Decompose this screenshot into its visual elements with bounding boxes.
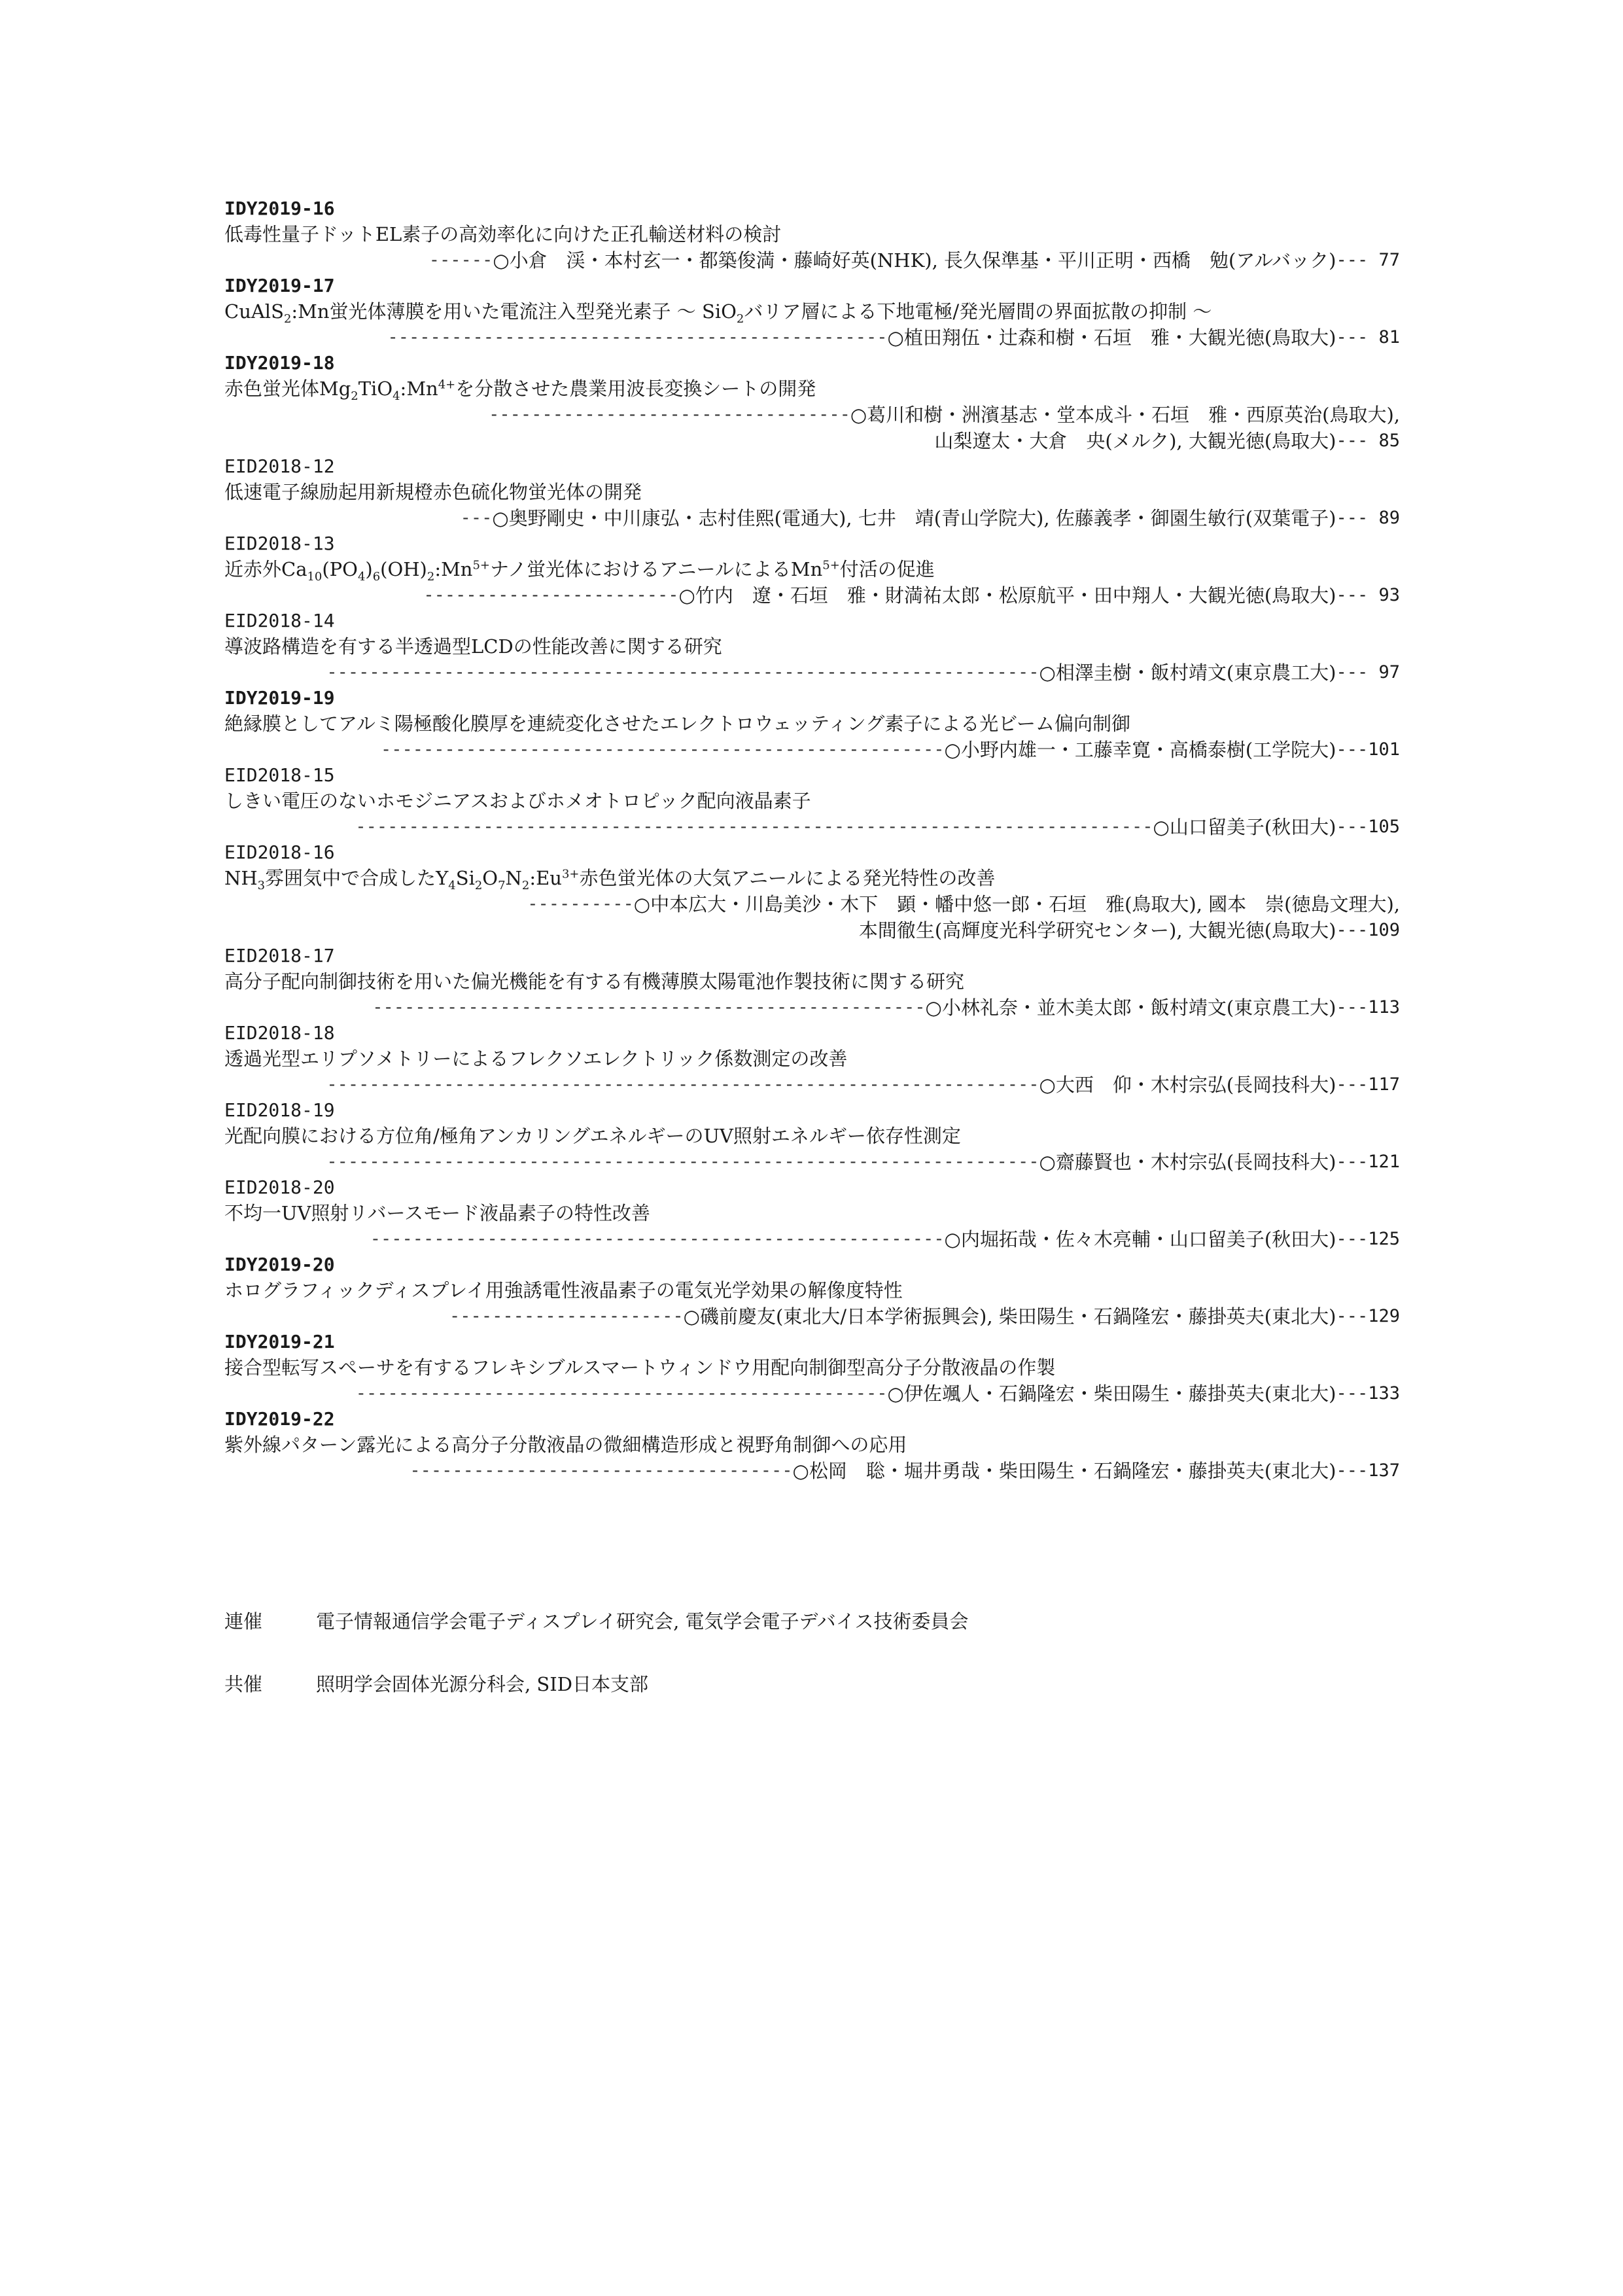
author-line — [224, 1072, 1400, 1098]
author-line — [224, 247, 1400, 274]
authors: 山梨遼太・大倉 央(メルク), 大観光徳(鳥取大) — [934, 430, 1336, 452]
paper-code: EID2018-20 — [224, 1176, 335, 1198]
page-number: ---109 — [1336, 920, 1400, 940]
leader-dashes: ---------------------- — [449, 1306, 684, 1326]
program-entry — [224, 686, 1400, 763]
program-entry — [224, 196, 1400, 274]
paper-title: 近赤外$Ca_{10}(PO_4)_6(OH)_2:Mn^{5+}$ナノ蛍光体におけるアニールによる$Mn^{5+}$付活の促進 — [224, 558, 935, 584]
author-line — [224, 891, 1400, 917]
paper-title: 導波路構造を有する半透過型LCDの性能改善に関する研究 — [224, 635, 722, 658]
author-line — [224, 814, 1400, 840]
author-line — [224, 582, 1400, 609]
program-entry — [224, 1021, 1400, 1098]
paper-code: IDY2019-21 — [224, 1331, 335, 1352]
leader-dashes: ------------------------------------------------------------------- — [326, 662, 1039, 682]
page-number: ---105 — [1336, 817, 1400, 837]
author-line — [224, 428, 1400, 454]
leader-dashes: ------------------------------------------------------------------- — [326, 1074, 1039, 1095]
page-number: ---113 — [1336, 997, 1400, 1017]
authors: ○小倉 渓・本村玄一・都築俊満・藤崎好英(NHK), 長久保準基・平川正明・西橋 勉(アルバック) — [493, 249, 1336, 272]
paper-code: EID2018-12 — [224, 455, 335, 477]
authors: ○小林礼奈・並木美太郎・飯村靖文(東京農工大) — [925, 997, 1336, 1019]
authors: ○竹内 遼・石垣 雅・財満祐太郎・松原航平・田中翔人・大観光徳(鳥取大) — [678, 584, 1336, 607]
program-entry — [224, 1407, 1400, 1484]
authors: ○齋藤賢也・木村宗弘(長岡技科大) — [1039, 1151, 1336, 1173]
author-line — [224, 1226, 1400, 1252]
authors: ○伊佐颯人・石鍋隆宏・柴田陽生・藤掛英夫(東北大) — [887, 1383, 1336, 1405]
program-entry — [224, 840, 1400, 944]
program-entry — [224, 454, 1400, 531]
program-entry — [224, 351, 1400, 454]
page-number: ---117 — [1336, 1074, 1400, 1095]
paper-title: 赤色蛍光体$Mg_2TiO_4:Mn^{4+}$を分散させた農業用波長変換シートの開発 — [224, 378, 816, 403]
leader-dashes: ------------------------------------------------------------------- — [326, 1152, 1039, 1172]
page-number: ---101 — [1336, 739, 1400, 760]
paper-title: 紫外線パターン露光による高分子分散液晶の微細構造形成と視野角制御への応用 — [224, 1434, 907, 1456]
author-line — [224, 1303, 1400, 1330]
paper-title: 低毒性量子ドットEL素子の高効率化に向けた正孔輸送材料の検討 — [224, 223, 782, 245]
page-number: ---137 — [1336, 1460, 1400, 1481]
author-line — [224, 917, 1400, 944]
paper-code: EID2018-19 — [224, 1099, 335, 1121]
paper-code: EID2018-15 — [224, 764, 335, 786]
co-sponsor-text: 照明学会固体光源分科会, SID日本支部 — [316, 1673, 649, 1695]
leader-dashes: ------ — [428, 250, 493, 270]
author-line — [224, 1458, 1400, 1484]
paper-title: $NH_3$雰囲気中で合成した$Y_4Si_2O_7N_2:Eu^{3+}$赤色蛍光体の大気アニールによる発光特性の改善 — [224, 867, 996, 892]
leader-dashes: --------------------------------------------------------------------------- — [355, 817, 1153, 837]
program-entry — [224, 531, 1400, 609]
paper-code: EID2018-16 — [224, 841, 335, 863]
authors: ○磯前慶友(東北大/日本学術振興会), 柴田陽生・石鍋隆宏・藤掛英夫(東北大) — [683, 1305, 1336, 1328]
page-number: --- 93 — [1336, 585, 1400, 605]
leader-dashes: -------------------------------------------------- — [355, 1383, 888, 1404]
authors: ○内堀拓哉・佐々木亮輔・山口留美子(秋田大) — [944, 1228, 1336, 1250]
page-number: ---133 — [1336, 1383, 1400, 1404]
program-entry — [224, 1098, 1400, 1175]
paper-code: IDY2019-16 — [224, 198, 335, 219]
program-entry — [224, 1175, 1400, 1252]
paper-title: ホログラフィックディスプレイ用強誘電性液晶素子の電気光学効果の解像度特性 — [224, 1279, 903, 1301]
authors: ○相澤圭樹・飯村靖文(東京農工大) — [1039, 662, 1336, 684]
author-line — [224, 660, 1400, 686]
program-entry — [224, 944, 1400, 1021]
authors: ○松岡 聡・堀井勇哉・柴田陽生・石鍋隆宏・藤掛英夫(東北大) — [792, 1460, 1336, 1482]
page-number: ---125 — [1336, 1229, 1400, 1249]
program-entry — [224, 274, 1400, 351]
leader-dashes: --- — [460, 508, 493, 528]
paper-title: 透過光型エリプソメトリーによるフレクソエレクトリック係数測定の改善 — [224, 1048, 848, 1070]
leader-dashes: ----------------------------------------------------- — [380, 739, 945, 760]
leader-dashes: ---------------------------------- — [489, 404, 850, 425]
paper-title: 低速電子線励起用新規橙赤色硫化物蛍光体の開発 — [224, 481, 642, 503]
page-number: --- 85 — [1336, 431, 1400, 451]
paper-title: CuAlS$_2$:Mn蛍光体薄膜を用いた電流注入型発光素子 〜 SiO$_2$バリア層による下地電極/発光層間の界面拡散の抑制 〜 — [224, 300, 1212, 326]
co-organizer-text: 電子情報通信学会電子ディスプレイ研究会, 電気学会電子デバイス技術委員会 — [316, 1610, 969, 1633]
authors: 本間徹生(高輝度光科学研究センター), 大観光徳(鳥取大) — [858, 919, 1336, 942]
leader-dashes: ---------------------------------------------------- — [372, 997, 926, 1017]
page-number: ---121 — [1336, 1152, 1400, 1172]
co-organizer-label: 連催 — [224, 1610, 263, 1633]
author-line — [224, 1381, 1400, 1407]
program-entry — [224, 1330, 1400, 1407]
authors: ○中本広大・川島美沙・木下 顕・幡中悠一郎・石垣 雅(鳥取大), 國本 崇(徳島文理大), — [633, 893, 1400, 915]
authors: ○葛川和樹・洲濱基志・堂本成斗・石垣 雅・西原英治(鳥取大), — [850, 404, 1400, 426]
paper-title: 高分子配向制御技術を用いた偏光機能を有する有機薄膜太陽電池作製技術に関する研究 — [224, 970, 965, 993]
authors: ○小野内雄一・工藤幸寛・高橋泰樹(工学院大) — [944, 739, 1336, 761]
co-sponsor-label: 共催 — [224, 1673, 263, 1695]
leader-dashes: ------------------------------------------------------ — [370, 1229, 945, 1249]
page-number: --- 89 — [1336, 508, 1400, 528]
paper-title: しきい電圧のないホモジニアスおよびホメオトロピック配向液晶素子 — [224, 790, 811, 812]
sponsor-section — [224, 1608, 1400, 1734]
co-sponsor-row — [224, 1671, 1400, 1697]
page-number: --- 77 — [1336, 250, 1400, 270]
program-entry — [224, 609, 1400, 686]
leader-dashes: ---------- — [527, 894, 634, 914]
paper-code: IDY2019-18 — [224, 352, 335, 374]
leader-dashes: ------------------------ — [423, 585, 679, 605]
authors: ○植田翔伍・辻森和樹・石垣 雅・大観光徳(鳥取大) — [887, 327, 1336, 349]
author-line — [224, 402, 1400, 428]
author-line — [224, 325, 1400, 351]
paper-title: 光配向膜における方位角/極角アンカリングエネルギーのUV照射エネルギー依存性測定 — [224, 1125, 961, 1147]
paper-code: IDY2019-19 — [224, 687, 335, 709]
program-list — [224, 196, 1400, 1484]
paper-code: EID2018-14 — [224, 610, 335, 631]
paper-code: IDY2019-17 — [224, 275, 335, 296]
page-number: --- 97 — [1336, 662, 1400, 682]
paper-code: EID2018-17 — [224, 945, 335, 966]
paper-code: IDY2019-22 — [224, 1408, 335, 1430]
author-line — [224, 737, 1400, 763]
page-number: --- 81 — [1336, 327, 1400, 347]
leader-dashes: ----------------------------------------------- — [387, 327, 888, 347]
program-entry — [224, 1252, 1400, 1330]
paper-title: 接合型転写スペーサを有するフレキシブルスマートウィンドウ用配向制御型高分子分散液晶の作製 — [224, 1356, 1056, 1379]
leader-dashes: ------------------------------------ — [410, 1460, 793, 1481]
paper-code: EID2018-13 — [224, 533, 335, 554]
authors: ○山口留美子(秋田大) — [1153, 816, 1336, 838]
paper-title: 不均一UV照射リバースモード液晶素子の特性改善 — [224, 1202, 650, 1224]
author-line — [224, 505, 1400, 531]
page-number: ---129 — [1336, 1306, 1400, 1326]
authors: ○奥野剛史・中川康弘・志村佳熙(電通大), 七井 靖(青山学院大), 佐藤義孝・御園生敏行(双葉電子) — [492, 507, 1336, 529]
author-line — [224, 995, 1400, 1021]
paper-title: 絶縁膜としてアルミ陽極酸化膜厚を連続変化させたエレクトロウェッティング素子による光ビーム偏向制御 — [224, 713, 1131, 735]
authors: ○大西 仰・木村宗弘(長岡技科大) — [1039, 1074, 1336, 1096]
co-organizer-row — [224, 1608, 1400, 1634]
author-line — [224, 1149, 1400, 1175]
paper-code: EID2018-18 — [224, 1022, 335, 1044]
paper-code: IDY2019-20 — [224, 1254, 335, 1275]
program-entry — [224, 763, 1400, 840]
